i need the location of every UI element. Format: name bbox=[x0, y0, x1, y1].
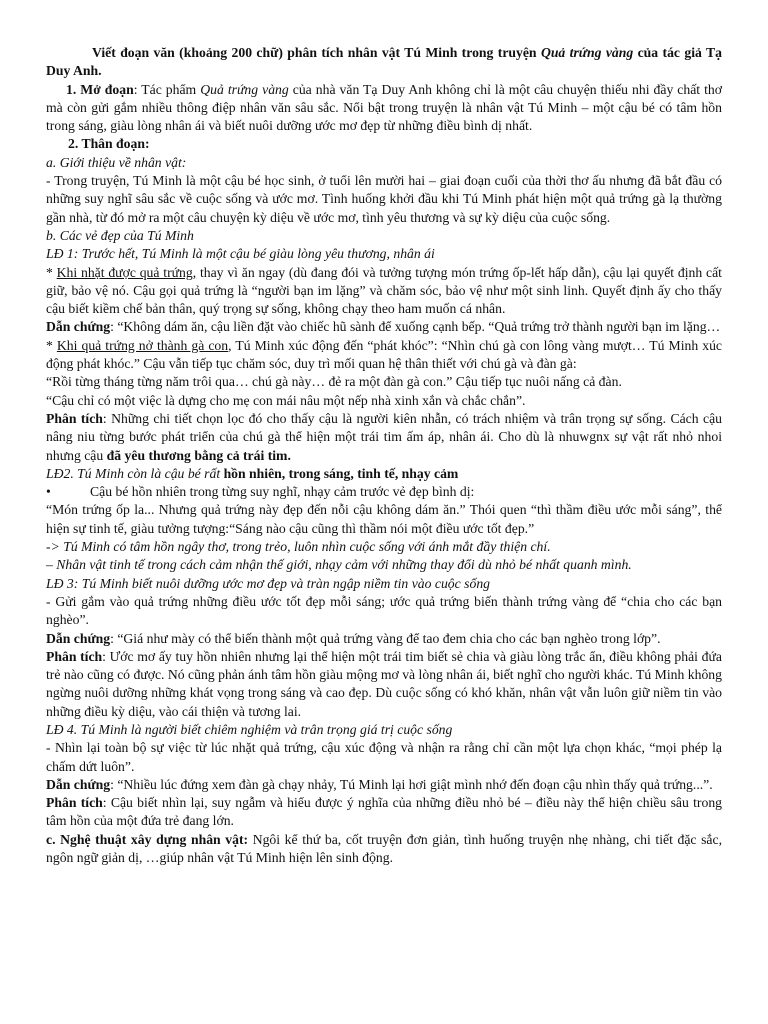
ld1-heading: LĐ 1: Trước hết, Tú Minh là một cậu bé giàu lòng yêu thương, nhân ái bbox=[46, 246, 435, 262]
ld2-quote: “Món trứng ốp la... Nhưng quả trứng này đẹp đến nỗi cậu không dám ăn.” Thói quen “thì thầm điều ước mỗi sáng”, thể hiện sự tinh tế, giàu tưởng tượng:“Sáng nào cậu cũng thì thầm nói một điều ước tốt đẹp.” bbox=[46, 502, 722, 536]
section-a-heading: a. Giới thiệu về nhân vật: bbox=[46, 154, 187, 170]
ld1-paragraph-2: * Khi quả trứng nở thành gà con, Tú Minh xúc động đến “phát khóc”: “Nhìn chú gà con lông vàng mượt… Tú Minh xúc động phát khóc.” Cậu vẫn tiếp tục chăm sóc, duy trì mối quan hệ thân thiết với chú gà và đàn gà: bbox=[46, 337, 723, 372]
ld1-quote-1: “Rồi từng tháng từng năm trôi qua… chú gà này… đẻ ra một đàn gà con.” Cậu tiếp tục nuôi nấng cả đàn. bbox=[46, 374, 622, 390]
bullet-icon: • bbox=[46, 484, 51, 500]
ld3-heading: LĐ 3: Tú Minh biết nuôi dưỡng ước mơ đẹp và tràn ngập niềm tin vào cuộc sống bbox=[46, 575, 491, 591]
ld3-paragraph: - Gửi gắm vào quả trứng những điều ước tốt đẹp mỗi sáng; ước quả trứng biến thành trứng vàng để “chia cho các bạn nghèo”. bbox=[46, 593, 722, 628]
intro-heading: 1. Mở đoạn bbox=[66, 81, 134, 97]
ld4-analysis: Phân tích: Cậu biết nhìn lại, suy ngẫm và hiểu được ý nghĩa của những điều nhỏ bé – điều này thể hiện chiều sâu trong tâm hồn của một đứa trẻ đang lớn. bbox=[46, 795, 723, 829]
section-c-paragraph: c. Nghệ thuật xây dựng nhân vật: Ngôi kể thứ ba, cốt truyện đơn giản, tình huống truyện nhẹ nhàng, chi tiết đặc sắc, ngôn ngữ giản dị, …giúp nhân vật Tú Minh hiện lên sinh động. bbox=[46, 831, 722, 866]
ld2-heading: LĐ2. Tú Minh còn là cậu bé rất hồn nhiên, trong sáng, tinh tế, nhạy cảm bbox=[46, 465, 459, 481]
section-a-text: - Trong truyện, Tú Minh là một cậu bé học sinh, ở tuổi lên mười hai – giai đoạn cuối của thời thơ ấu nhưng đã bắt đầu có những suy nghĩ sâu sắc về cuộc sống và ước mơ. Tình huống khởi đầu khi Tú Minh phát hiện một quả trứng gà lạ thường gần nhà, từ đó mở ra một câu chuyện kỳ diệu về ước mơ, tình yêu thương và sự kỳ diệu của cuộc sống. bbox=[46, 173, 722, 225]
body-heading: 2. Thân đoạn: bbox=[68, 136, 150, 152]
ld2-conclusion-1: -> Tú Minh có tâm hồn ngây thơ, trong trẻo, luôn nhìn cuộc sống với ánh mắt đầy thiện chí. bbox=[46, 539, 551, 555]
ld1-paragraph-1: * Khi nhặt được quả trứng, thay vì ăn ngay (dù đang đói và tưởng tượng món trứng ốp-lết hấp dẫn), cậu lại quyết định cất giữ, bảo vệ nó. Cậu gọi quả trứng là “người bạn im lặng” và chăm sóc, bảo vệ như một sinh linh. Quyết định ấy cho thấy cậu biết kiềm chế bản thân, quý trọng sự sống, không chạy theo ham muốn cá nhân. bbox=[46, 264, 722, 317]
ld1-evidence: Dẫn chứng: “Không dám ăn, cậu liền đặt vào chiếc hũ sành để xuống cạnh bếp. “Quả trứng trở thành người bạn im lặng… bbox=[46, 319, 721, 335]
ld2-conclusion-2: – Nhân vật tinh tế trong cách cảm nhận thế giới, nhạy cảm với những thay đổi dù nhỏ bé nhất quanh mình. bbox=[46, 557, 632, 573]
section-b-heading: b. Các vẻ đẹp của Tú Minh bbox=[46, 227, 194, 243]
ld4-evidence: Dẫn chứng: “Nhiều lúc đứng xem đàn gà chạy nhảy, Tú Minh lại hơi giật mình nhớ đến đoạn cậu nhìn thấy quả trứng...”. bbox=[46, 776, 713, 792]
section-c-heading: c. Nghệ thuật xây dựng nhân vật: bbox=[46, 831, 249, 847]
ld4-paragraph: - Nhìn lại toàn bộ sự việc từ lúc nhặt quả trứng, cậu xúc động và nhận ra rằng chỉ cần một lựa chọn khác, “mọi phép lạ chấm dứt luôn”. bbox=[46, 740, 722, 774]
document-title: Viết đoạn văn (khoảng 200 chữ) phân tích nhân vật Tú Minh trong truyện Quả trứng vàng của tác giả Tạ Duy Anh. bbox=[46, 45, 722, 79]
ld1-analysis: Phân tích: Những chi tiết chọn lọc đó cho thấy cậu là người kiên nhẫn, có trách nhiệm và trân trọng sự sống. Cách cậu nâng niu từng bước phát triển của chú gà thể hiện một trái tim ấm áp, nhân ái. Cho dù là nhuwgnx sự vật rất nhỏ nhoi nhưng cậu đã yêu thương bằng cả trái tim. bbox=[46, 410, 722, 463]
ld1-quote-2: “Cậu chỉ có một việc là dựng cho mẹ con mái nâu một nếp nhà xinh xắn và chắc chắn”. bbox=[46, 392, 526, 408]
ld4-heading: LĐ 4. Tú Minh là người biết chiêm nghiệm và trân trọng giá trị cuộc sống bbox=[46, 721, 453, 737]
ld2-bullet-item: • Cậu bé hồn nhiên trong từng suy nghĩ, nhạy cảm trước vẻ đẹp bình dị: bbox=[46, 483, 722, 501]
intro-paragraph: 1. Mở đoạn: Tác phẩm Quả trứng vàng của nhà văn Tạ Duy Anh không chỉ là một câu chuyện thiếu nhi đầy chất thơ mà còn gửi gắm nhiều thông điệp nhân văn sâu sắc. Nổi bật trong truyện là nhân vật Tú Minh – một cậu bé có tâm hồn trong sáng, giàu lòng nhân ái và biết nuôi dưỡng ước mơ đẹp từ những điều bình dị nhất. bbox=[46, 81, 722, 134]
ld3-evidence: Dẫn chứng: “Giá như mày có thể biến thành một quả trứng vàng để tao đem chia cho các bạn nghèo trong lớp”. bbox=[46, 630, 661, 646]
ld3-analysis: Phân tích: Ước mơ ấy tuy hồn nhiên nhưng lại thể hiện một trái tim biết sẻ chia và giàu lòng trắc ẩn, điều không phải đứa trẻ nào cũng có được. Nó cũng phản ánh tâm hồn giàu mộng mơ và lòng nhân ái, biết nghĩ cho người khác. Tú Minh không ngừng nuôi dưỡng những khát vọng trong sáng và cao đẹp. Dù cuộc sống có khó khăn, nhân vật vẫn luôn giữ niềm tin vào những điều kỳ diệu, vào cái thiện và tương lai. bbox=[46, 648, 722, 719]
